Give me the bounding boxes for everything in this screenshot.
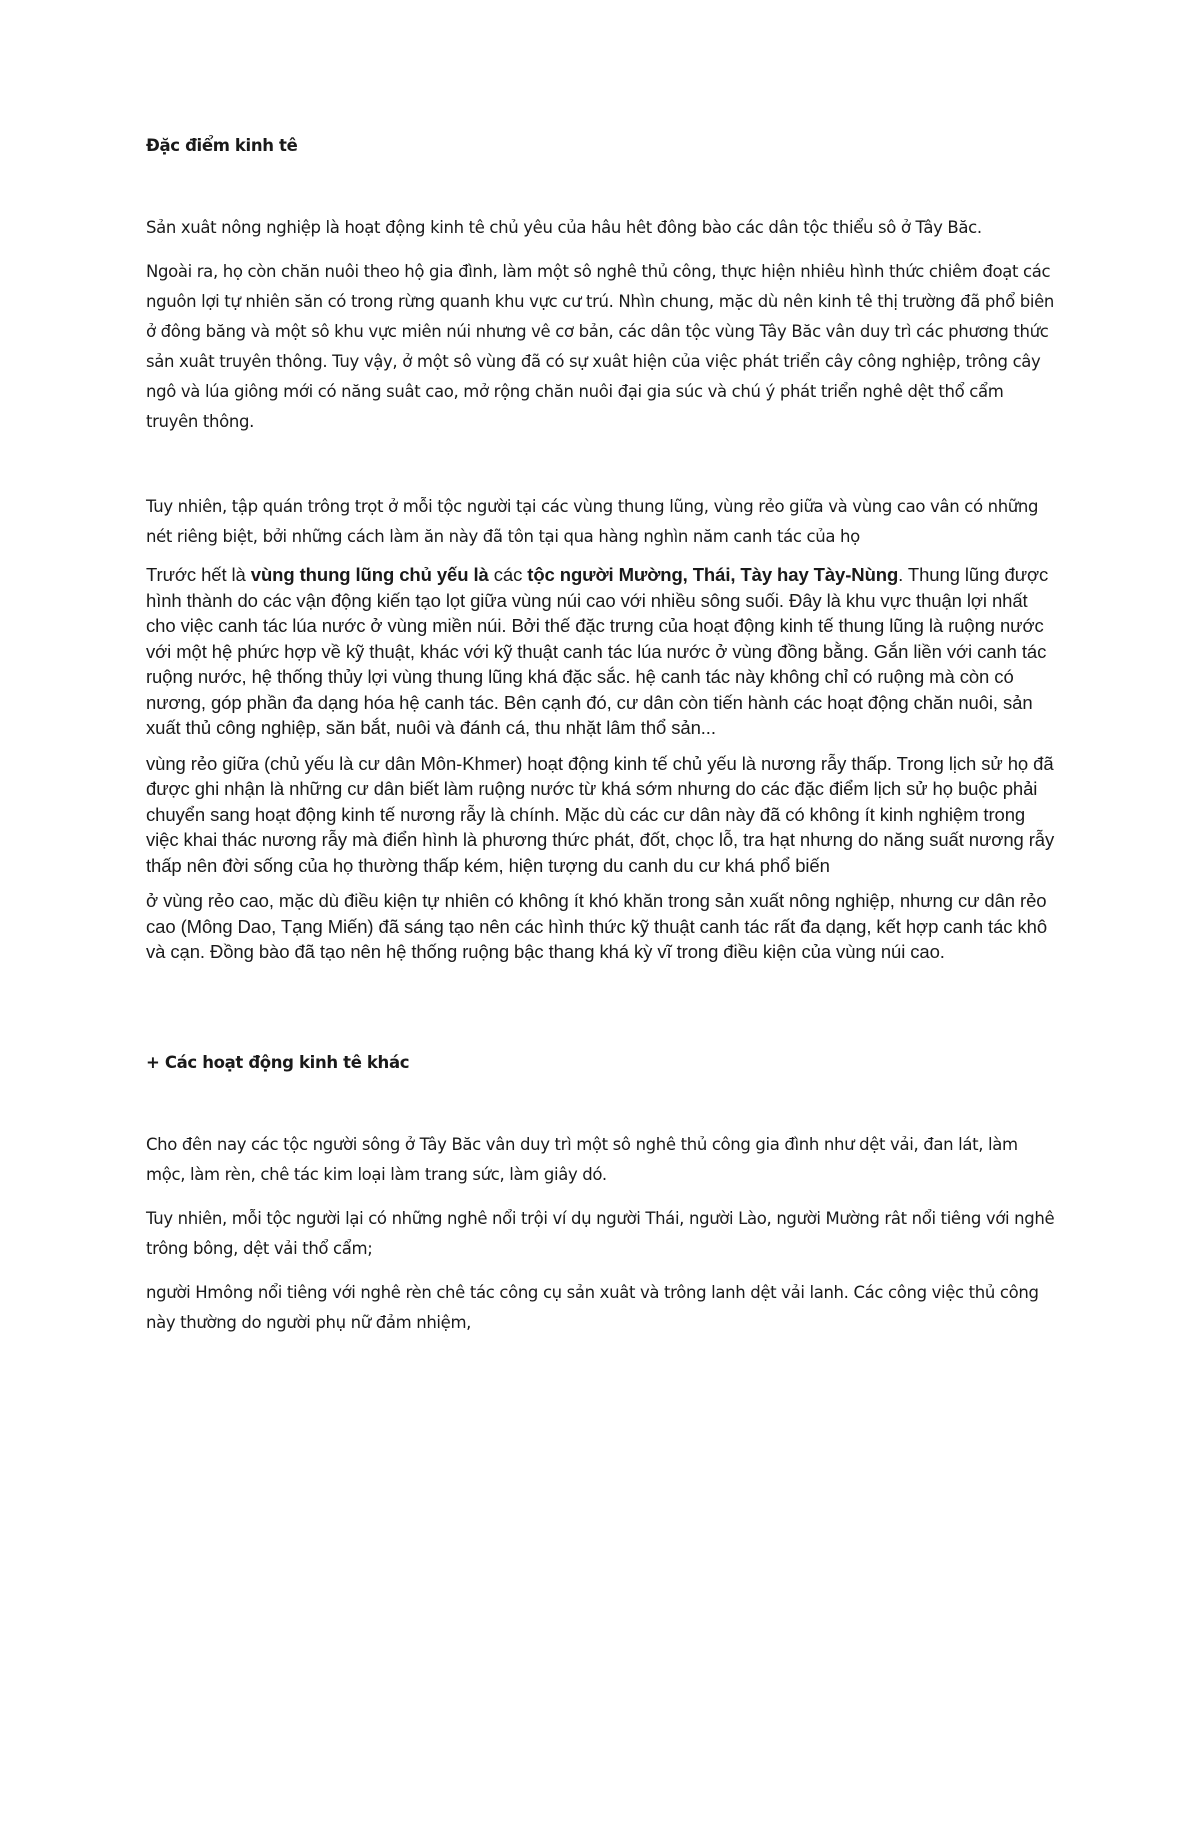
valley-bold-1: vùng thung lũng chủ yếu là: [250, 564, 489, 585]
paragraph-valley-region: [146, 562, 1056, 741]
document-page: [0, 131, 1200, 1829]
paragraph-farming-customs: Tuy nhiên, tập quán trông trọt ở mỗi tộc người tại các vùng thung lũng, vùng rẻo giữa và vùng cao vân có những nét riêng biệt, bởi những cách làm ăn này đã tôn tại qua hàng nghìn năm canh tác của họ: [146, 497, 1039, 546]
paragraph-highland-region: ở vùng rẻo cao, mặc dù điều kiện tự nhiên có không ít khó khăn trong sản xuất nông nghiệp, nhưng cư dân rẻo cao (Mông Dao, Tạng Miến) đã sáng tạo nên các hình thức kỹ thuật canh tác rất đa dạng, kết hợp canh tác khô và cạn. Đồng bào đã tạo nên hệ thống ruộng bậc thang khá kỳ vĩ trong điều kiện của vùng núi cao.: [146, 890, 1048, 962]
paragraph-handicrafts: Cho đên nay các tộc người sông ở Tây Băc vân duy trì một sô nghê thủ công gia đình như dệt vải, đan lát, làm mộc, làm rèn, chê tác kim loại làm trang sức, làm giây dó.: [146, 1134, 1018, 1184]
paragraph-agriculture: Sản xuât nông nghiệp là hoạt động kinh tê chủ yêu của hâu hêt đông bào các dân tộc thiểu sô ở Tây Băc.: [146, 218, 982, 237]
paragraph-notable-crafts: Tuy nhiên, mỗi tộc người lại có những nghê nổi trội ví dụ người Thái, người Lào, người Mường rât nổi tiêng với nghê trông bông, dệt vải thổ cẩm;: [146, 1208, 1055, 1258]
heading-other-economic-activities: + Các hoạt động kinh tê khác: [146, 1052, 410, 1072]
valley-text-1: Trước hết là: [146, 564, 251, 585]
paragraph-middle-region: vùng rẻo giữa (chủ yếu là cư dân Môn-Khmer) hoạt động kinh tế chủ yếu là nương rẫy thấp. Trong lịch sử họ đã được ghi nhận là những cư dân biết làm ruộng nước từ khá sớm nhưng do các đặc điểm lịch sử họ buộc phải chuyển sang hoạt động kinh tế nương rẫy là chính. Mặc dù các cư dân này đã có không ít kinh nghiệm trong việc khai thác nương rẫy mà điển hình là phương thức phát, đốt, chọc lỗ, tra hạt nhưng do năng suất nương rẫy thấp nên đời sống của họ thường thấp kém, hiện tượng du canh du cư khá phổ biến: [146, 752, 1055, 876]
paragraph-other-activities: Ngoài ra, họ còn chăn nuôi theo hộ gia đình, làm một sô nghê thủ công, thực hiện nhiêu hình thức chiêm đoạt các nguôn lợi tự nhiên săn có trong rừng quanh khu vực cư trú. Nhìn chung, mặc dù nên kinh tê thị trường đã phổ biên ở đông băng và một sô khu vực miên núi nhưng vê cơ bản, các dân tộc vùng Tây Băc vân duy trì các phương thức sản xuât truyên thông. Tuy vậy, ở một sô vùng đã có sự xuât hiện của việc phát triển cây công nghiệp, trông cây ngô và lúa giông mới có năng suât cao, mở rộng chăn nuôi đại gia súc và chú ý phát triển nghê dệt thổ cẩm truyên thông.: [146, 262, 1055, 431]
valley-bold-2: tộc người Mường, Thái, Tày hay Tày-Nùng: [527, 564, 899, 585]
paragraph-hmong-crafts: người Hmông nổi tiêng với nghê rèn chê tác công cụ sản xuât và trông lanh dệt vải lanh. Các công việc thủ công này thường do người phụ nữ đảm nhiệm,: [146, 1282, 1039, 1332]
valley-text-2: các: [488, 564, 528, 585]
heading-economic-features: Đặc điểm kinh tê: [146, 136, 298, 155]
valley-text-3: . Thung lũng được hình thành do các vận động kiến tạo lọt giữa vùng núi cao với nhiều sông suối. Đây là khu vực thuận lợi nhất cho việc canh tác lúa nước ở vùng miền núi. Bởi thế đặc trưng của hoạt động kinh tế thung lũng là ruộng nước với một hệ phức hợp về kỹ thuật, khác với kỹ thuật canh tác lúa nước ở vùng đồng bằng. Gắn liền với canh tác ruộng nước, hệ thống thủy lợi vùng thung lũng khá đặc sắc. hệ canh tác này không chỉ có ruộng mà còn có nương, góp phần đa dạng hóa hệ canh tác. Bên cạnh đó, cư dân còn tiến hành các hoạt động chăn nuôi, sản xuất thủ công nghiệp, săn bắt, nuôi và đánh cá, thu nhặt lâm thổ sản...: [146, 564, 1049, 738]
